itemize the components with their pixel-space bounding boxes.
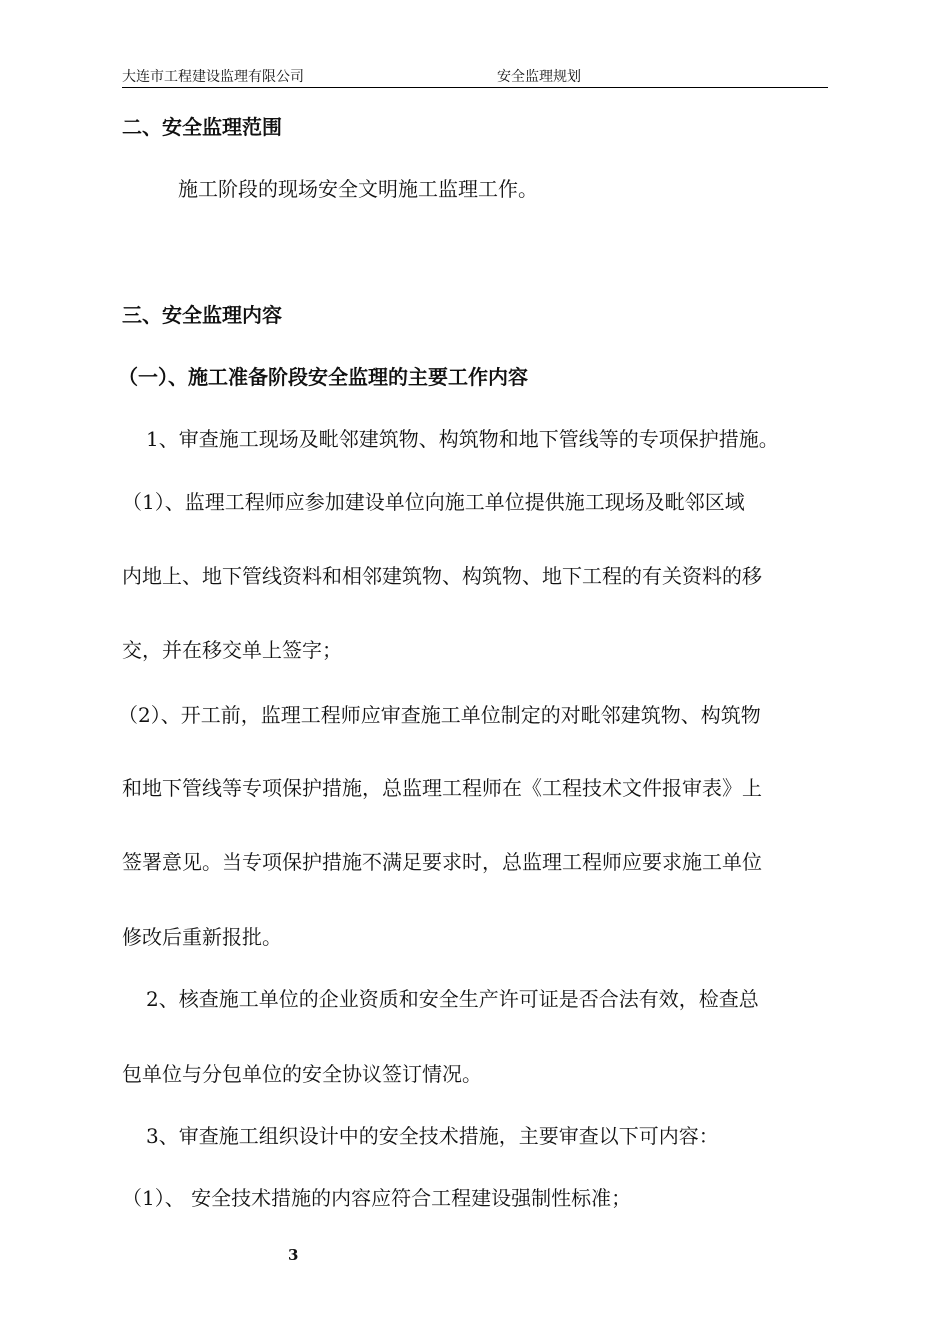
section-heading-content: 三、安全监理内容 [122, 303, 282, 327]
item-1-1-line-1: （1）、监理工程师应参加建设单位向施工单位提供施工现场及毗邻区域 [122, 490, 745, 514]
section-heading-scope: 二、安全监理范围 [122, 115, 282, 139]
item-1-1-line-3: 交，并在移交单上签字； [122, 638, 342, 662]
item-1-2-line-2: 和地下管线等专项保护措施，总监理工程师在《工程技术文件报审表》上 [122, 776, 762, 800]
header-company: 大连市工程建设监理有限公司 [122, 69, 304, 85]
item-2-line-2: 包单位与分包单位的安全协议签订情况。 [122, 1062, 482, 1086]
header-doc-title: 安全监理规划 [497, 69, 581, 85]
item-3: 3、审查施工组织设计中的安全技术措施，主要审查以下可内容： [146, 1124, 719, 1148]
item-1-1-line-2: 内地上、地下管线资料和相邻建筑物、构筑物、地下工程的有关资料的移 [122, 564, 762, 588]
paragraph-scope: 施工阶段的现场安全文明施工监理工作。 [178, 177, 538, 201]
item-2-line-1: 2、核查施工单位的企业资质和安全生产许可证是否合法有效，检查总 [146, 987, 759, 1011]
item-1-2-line-1: （2）、开工前，监理工程师应审查施工单位制定的对毗邻建筑物、构筑物 [118, 703, 761, 727]
item-1-2-line-4: 修改后重新报批。 [122, 925, 282, 949]
subsection-heading-prep: （一）、施工准备阶段安全监理的主要工作内容 [118, 365, 528, 389]
header-rule [122, 87, 828, 88]
item-1: 1、审查施工现场及毗邻建筑物、构筑物和地下管线等的专项保护措施。 [146, 427, 779, 451]
page-number: 3 [288, 1246, 299, 1264]
item-1-2-line-3: 签署意见。当专项保护措施不满足要求时，总监理工程师应要求施工单位 [122, 850, 762, 874]
item-3-1: （1）、 安全技术措施的内容应符合工程建设强制性标准； [122, 1186, 632, 1210]
